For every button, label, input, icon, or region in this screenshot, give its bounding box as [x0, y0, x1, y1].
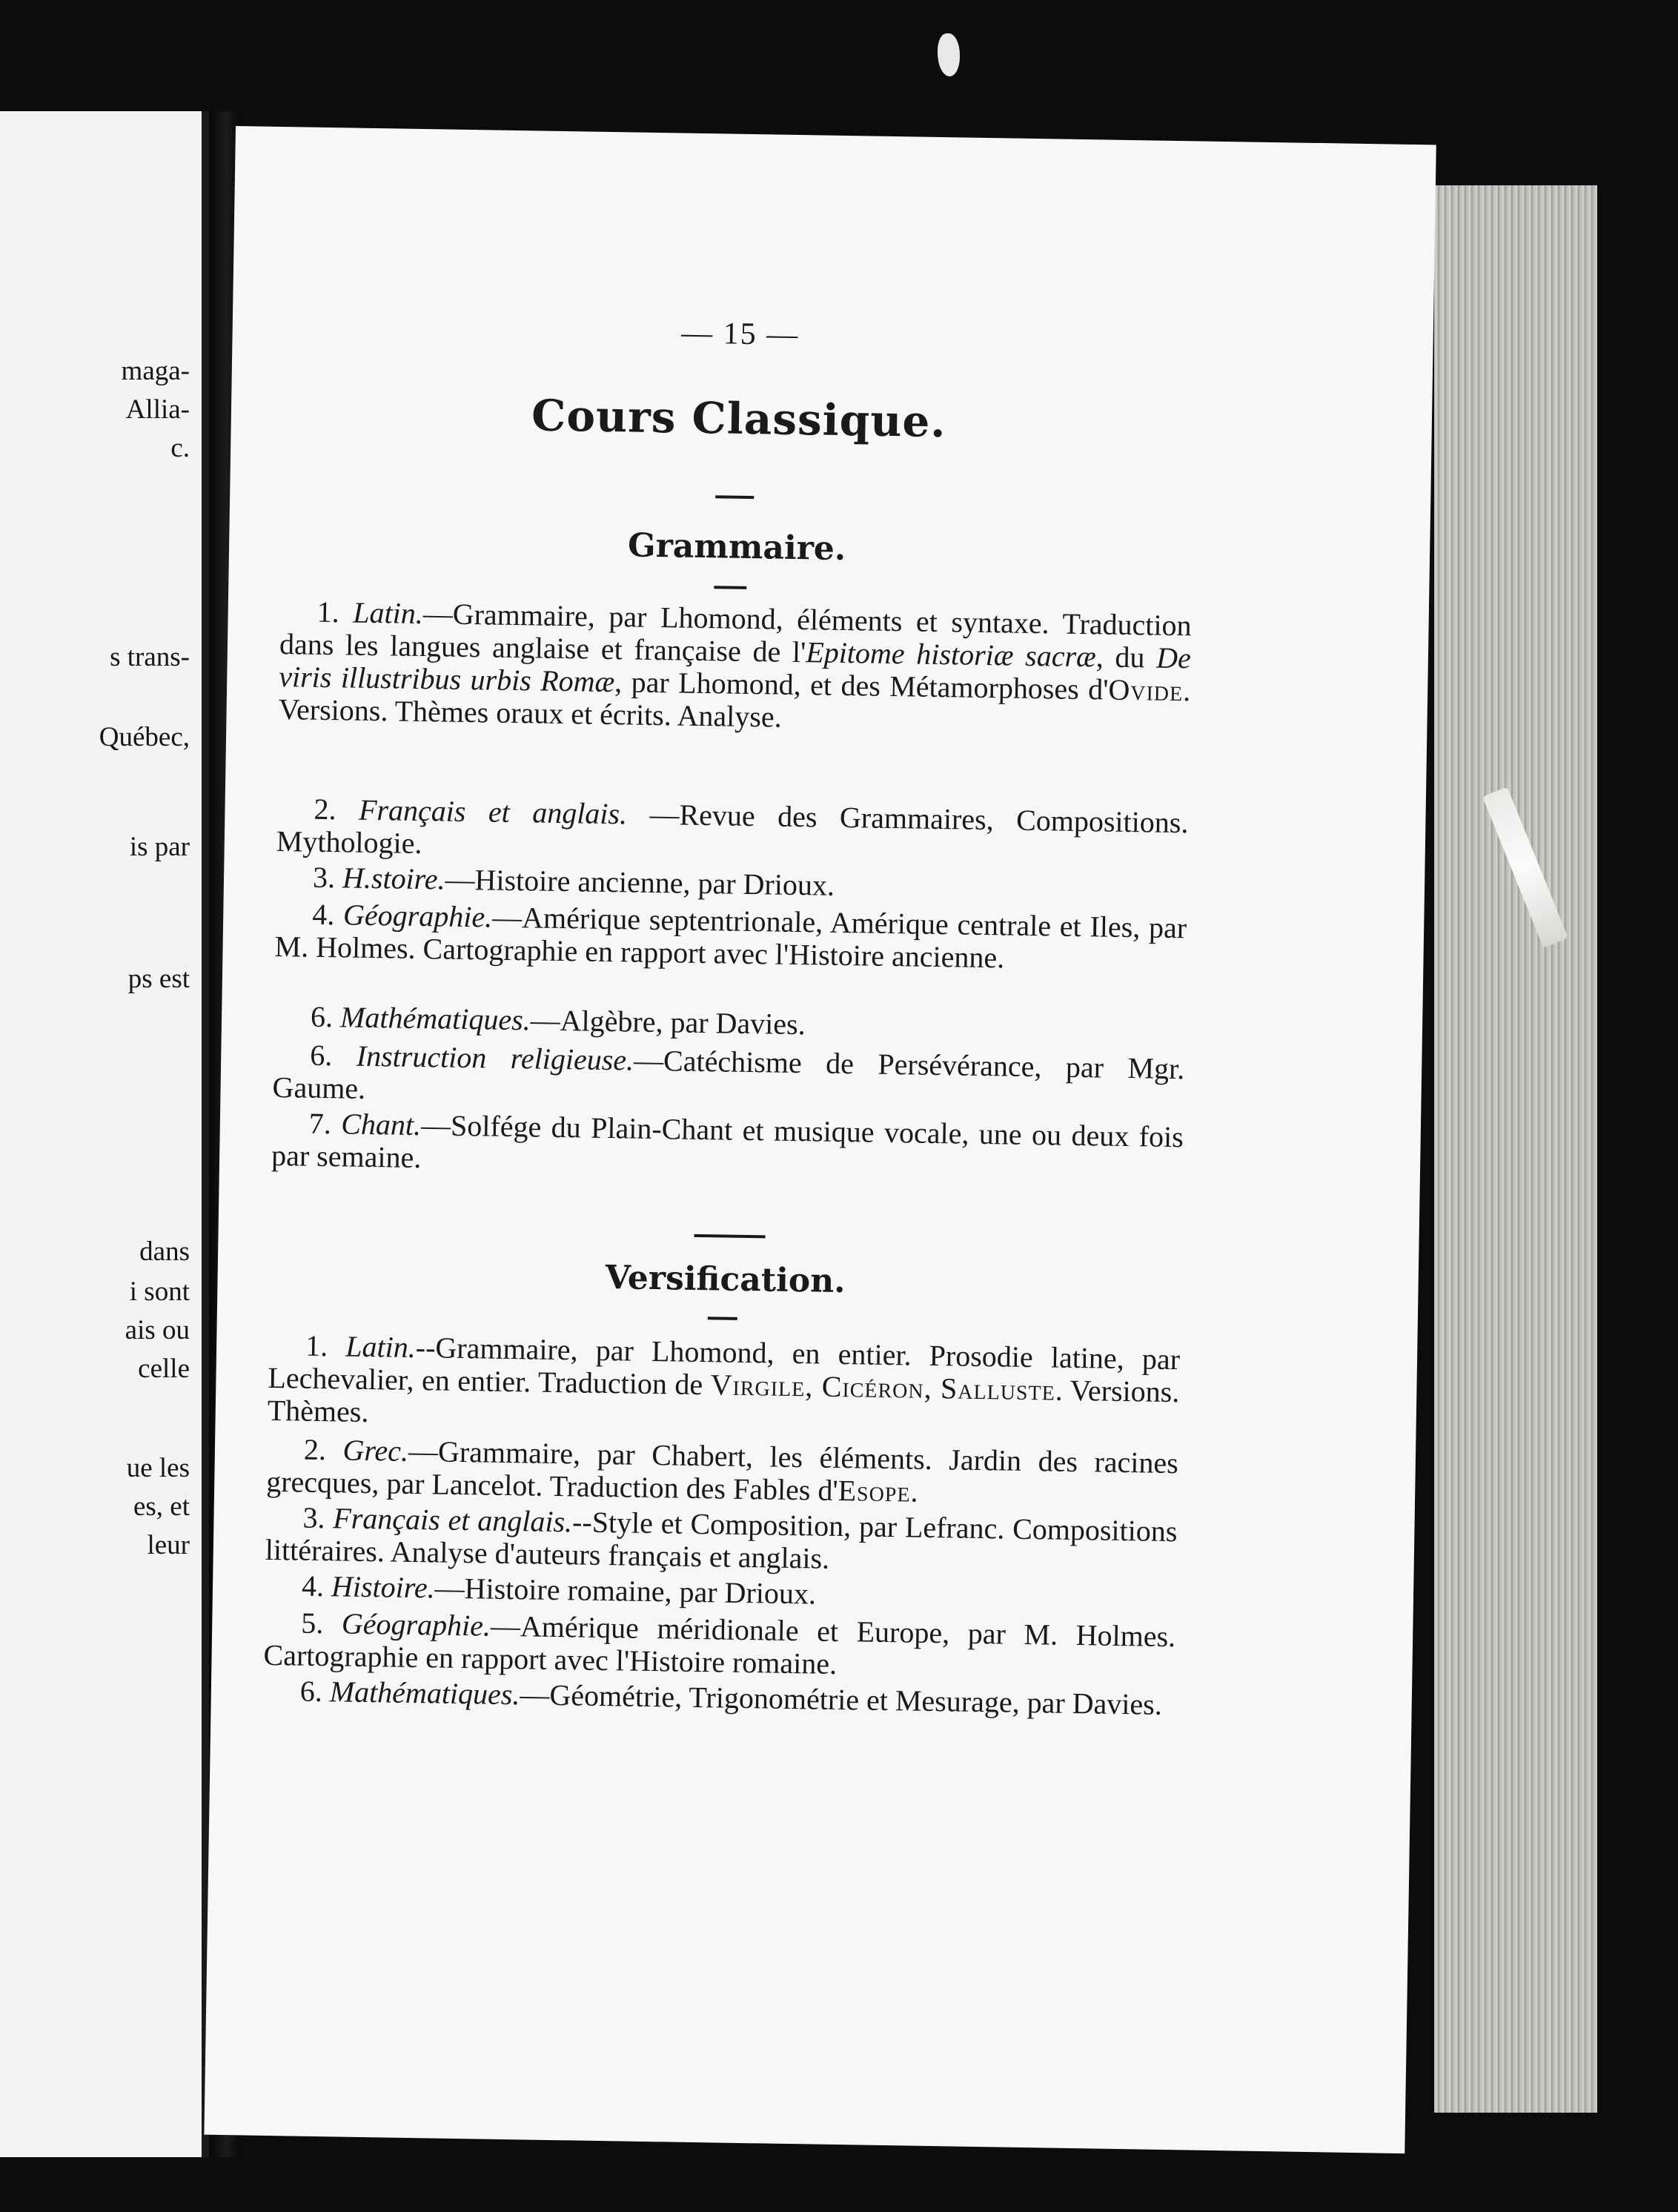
author-name: Esope	[838, 1473, 911, 1509]
item-text: —Histoire romaine, par Drioux.	[434, 1571, 817, 1611]
page-title: Cours Classique.	[531, 390, 947, 448]
page-edges	[1434, 185, 1597, 2113]
item-subject: Latin.	[352, 595, 424, 631]
item-text: .	[910, 1474, 918, 1509]
item-number: 1.	[316, 595, 340, 629]
item-text: --Grammaire, par Lhomond, en entier. Prosodie latine, par Lechevalier, en entier. Traduction de	[268, 1331, 1181, 1402]
item-text: --Style et Composition, par Lefranc. Compositions littéraires. Analyse d'auteurs français et anglais.	[265, 1505, 1178, 1575]
course-item	[278, 595, 1192, 740]
item-number: 3.	[312, 860, 336, 895]
left-page-fragment: c.	[170, 433, 190, 463]
left-page-fragment: ue les	[126, 1453, 190, 1483]
item-subject: Histoire.	[331, 1569, 436, 1605]
item-text: —Amérique septentrionale, Amérique centrale et Iles, par M. Holmes. Cartographie en rapport avec l'Histoire ancienne.	[274, 900, 1187, 975]
item-text: . Versions. Thèmes.	[267, 1373, 1180, 1429]
author-name: Virgile, Cicéron, Salluste	[710, 1368, 1056, 1407]
item-text: —Grammaire, par Chabert, les éléments. Jardin des racines grecques, par Lancelot. Traduction des Fables d'	[265, 1434, 1179, 1507]
item-number: 2.	[314, 792, 336, 827]
item-number: 4.	[311, 897, 335, 932]
page	[204, 126, 1436, 2153]
course-item	[274, 898, 1187, 977]
item-text: —Catéchisme de Persévérance, par Mgr. Gaume.	[272, 1043, 1185, 1105]
left-page-fragment: maga-	[121, 356, 190, 386]
left-page-fragment: i sont	[129, 1276, 190, 1307]
course-item	[276, 792, 1189, 872]
page-content	[263, 127, 1199, 1721]
item-number: 5.	[300, 1606, 324, 1640]
section-heading-grammaire: Grammaire.	[627, 526, 846, 568]
book-title: Epitome historiæ sacræ	[806, 635, 1097, 674]
author-name: Ovide	[1108, 672, 1184, 708]
item-number: 7.	[308, 1106, 332, 1141]
item-text: —Grammaire, par Lhomond, éléments et syntaxe. Traduction dans les langues anglaise et française de l'	[279, 597, 1192, 669]
item-number: 2.	[303, 1432, 327, 1467]
item-subject: Latin.	[345, 1329, 417, 1365]
course-item	[265, 1501, 1177, 1580]
item-subject: Mathématiques.	[339, 1000, 531, 1037]
page-number: — 15 —	[680, 316, 800, 352]
item-number: 6.	[299, 1674, 323, 1709]
item-text: . Versions. Thèmes oraux et écrits. Analyse.	[278, 674, 1191, 734]
left-page-fragment: is par	[129, 832, 190, 862]
scan-artifact	[938, 33, 960, 76]
item-subject: Instruction religieuse.	[356, 1039, 634, 1077]
left-page-fragment: Québec,	[99, 722, 190, 752]
course-item	[267, 1329, 1180, 1441]
course-item	[271, 1107, 1184, 1186]
previous-page	[0, 111, 209, 2157]
item-text: , du	[1095, 640, 1157, 675]
item-number: 3.	[302, 1500, 325, 1535]
course-item	[272, 1039, 1184, 1118]
left-page-fragment: ais ou	[125, 1315, 190, 1345]
course-item	[266, 1433, 1178, 1512]
item-text: —Revue des Grammaires, Compositions. Mythologie.	[276, 797, 1189, 861]
divider	[715, 495, 754, 499]
section-heading-versification: Versification.	[605, 1259, 846, 1301]
item-subject: Français et anglais.	[333, 1501, 573, 1539]
item-text: —Algèbre, par Davies.	[530, 1003, 806, 1042]
item-text: —Géométrie, Trigonométrie et Mesurage, par Davies.	[520, 1678, 1163, 1721]
item-subject: Géographie.	[342, 898, 493, 934]
left-page-fragment: dans	[139, 1236, 190, 1267]
item-subject: Mathématiques.	[329, 1675, 520, 1712]
item-number: 6.	[310, 999, 334, 1034]
left-page-fragment: leur	[147, 1530, 190, 1560]
left-page-fragment: es, et	[133, 1491, 190, 1522]
item-subject: Géographie.	[341, 1606, 491, 1643]
divider	[708, 1317, 737, 1320]
left-page-fragment: ps est	[127, 964, 190, 994]
item-text: —Amérique méridionale et Europe, par M. Holmes. Cartographie en rapport avec l'Histoire romaine.	[263, 1609, 1176, 1680]
item-text: —Solfége du Plain-Chant et musique vocale, une ou deux fois par semaine.	[271, 1108, 1184, 1175]
left-page-fragment: celle	[138, 1354, 190, 1384]
divider	[714, 586, 746, 589]
left-page-fragment: Allia-	[125, 394, 190, 425]
item-text: —Histoire ancienne, par Drioux.	[445, 862, 835, 902]
item-subject: Chant.	[340, 1107, 422, 1142]
course-item	[263, 1606, 1175, 1686]
item-subject: H.stoire.	[342, 861, 445, 896]
item-subject: Français et anglais.	[358, 792, 628, 831]
divider	[694, 1234, 766, 1239]
book-title: De viris illustribus urbis Romæ	[278, 640, 1192, 699]
item-number: 6.	[309, 1038, 333, 1073]
item-subject: Grec.	[342, 1433, 409, 1468]
left-page-fragment: s trans-	[110, 642, 190, 672]
item-number: 1.	[305, 1328, 328, 1363]
item-number: 4.	[301, 1569, 325, 1603]
item-text: , par Lhomond, et des Métamorphoses d'	[614, 665, 1109, 706]
